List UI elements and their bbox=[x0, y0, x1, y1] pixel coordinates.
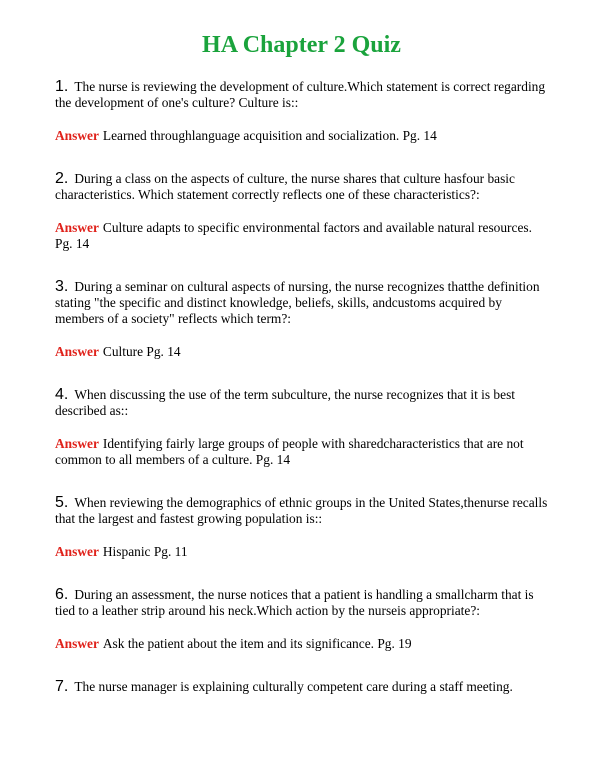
answer-text: Culture adapts to specific environmental factors and available natural resources. Pg. 14 bbox=[55, 220, 532, 251]
question-number: 2. bbox=[55, 170, 69, 187]
question-item bbox=[55, 587, 548, 652]
answer-text: Ask the patient about the item and its significance. Pg. 19 bbox=[102, 636, 412, 651]
question-body: When reviewing the demographics of ethnic groups in the United States,thenurse recalls that the largest and fastest growing population is:: bbox=[55, 495, 548, 526]
question-number: 7. bbox=[55, 678, 69, 695]
question-item bbox=[55, 171, 548, 252]
answer-label: Answer bbox=[55, 636, 99, 651]
question-text bbox=[55, 171, 548, 203]
question-item bbox=[55, 387, 548, 468]
answer-line bbox=[55, 220, 548, 252]
answer-label: Answer bbox=[55, 128, 99, 143]
answer-label: Answer bbox=[55, 544, 99, 559]
question-body: During an assessment, the nurse notices that a patient is handling a smallcharm that is tied to a leather strip around his neck.Which action by the nurseis appropriate?: bbox=[55, 587, 534, 618]
answer-line bbox=[55, 636, 548, 652]
question-number: 3. bbox=[55, 278, 69, 295]
question-text bbox=[55, 679, 548, 695]
question-body: The nurse is reviewing the development of culture.Which statement is correct regarding the development of one's culture? Culture is:: bbox=[55, 79, 546, 110]
answer-line bbox=[55, 436, 548, 468]
answer-text: Culture Pg. 14 bbox=[102, 344, 181, 359]
answer-label: Answer bbox=[55, 220, 99, 235]
question-item bbox=[55, 495, 548, 560]
question-text bbox=[55, 387, 548, 419]
question-number: 1. bbox=[55, 78, 69, 95]
question-body: During a class on the aspects of culture, the nurse shares that culture hasfour basic characteristics. Which statement correctly reflects one of these characteristics?: bbox=[55, 171, 515, 202]
answer-text: Hispanic Pg. 11 bbox=[102, 544, 188, 559]
question-number: 6. bbox=[55, 586, 69, 603]
answer-line bbox=[55, 128, 548, 144]
question-body: During a seminar on cultural aspects of nursing, the nurse recognizes thatthe definition stating "the specific and distinct knowledge, beliefs, skills, andcustoms acquired by members of a society" reflects which term?: bbox=[55, 279, 540, 326]
answer-line bbox=[55, 544, 548, 560]
answer-label: Answer bbox=[55, 436, 99, 451]
question-text bbox=[55, 79, 548, 111]
question-number: 5. bbox=[55, 494, 69, 511]
question-body: When discussing the use of the term subculture, the nurse recognizes that it is best described as:: bbox=[55, 387, 516, 418]
question-item bbox=[55, 279, 548, 360]
answer-text: Identifying fairly large groups of people with sharedcharacteristics that are not common to all members of a culture. Pg. 14 bbox=[55, 436, 524, 467]
answer-text: Learned throughlanguage acquisition and socialization. Pg. 14 bbox=[102, 128, 437, 143]
question-text bbox=[55, 279, 548, 327]
question-item bbox=[55, 79, 548, 144]
answer-label: Answer bbox=[55, 344, 99, 359]
question-body: The nurse manager is explaining culturally competent care during a staff meeting. bbox=[74, 679, 513, 694]
question-number: 4. bbox=[55, 386, 69, 403]
page-title: HA Chapter 2 Quiz bbox=[202, 32, 401, 58]
question-text bbox=[55, 587, 548, 619]
answer-line bbox=[55, 344, 548, 360]
question-text bbox=[55, 495, 548, 527]
question-item bbox=[55, 679, 548, 695]
